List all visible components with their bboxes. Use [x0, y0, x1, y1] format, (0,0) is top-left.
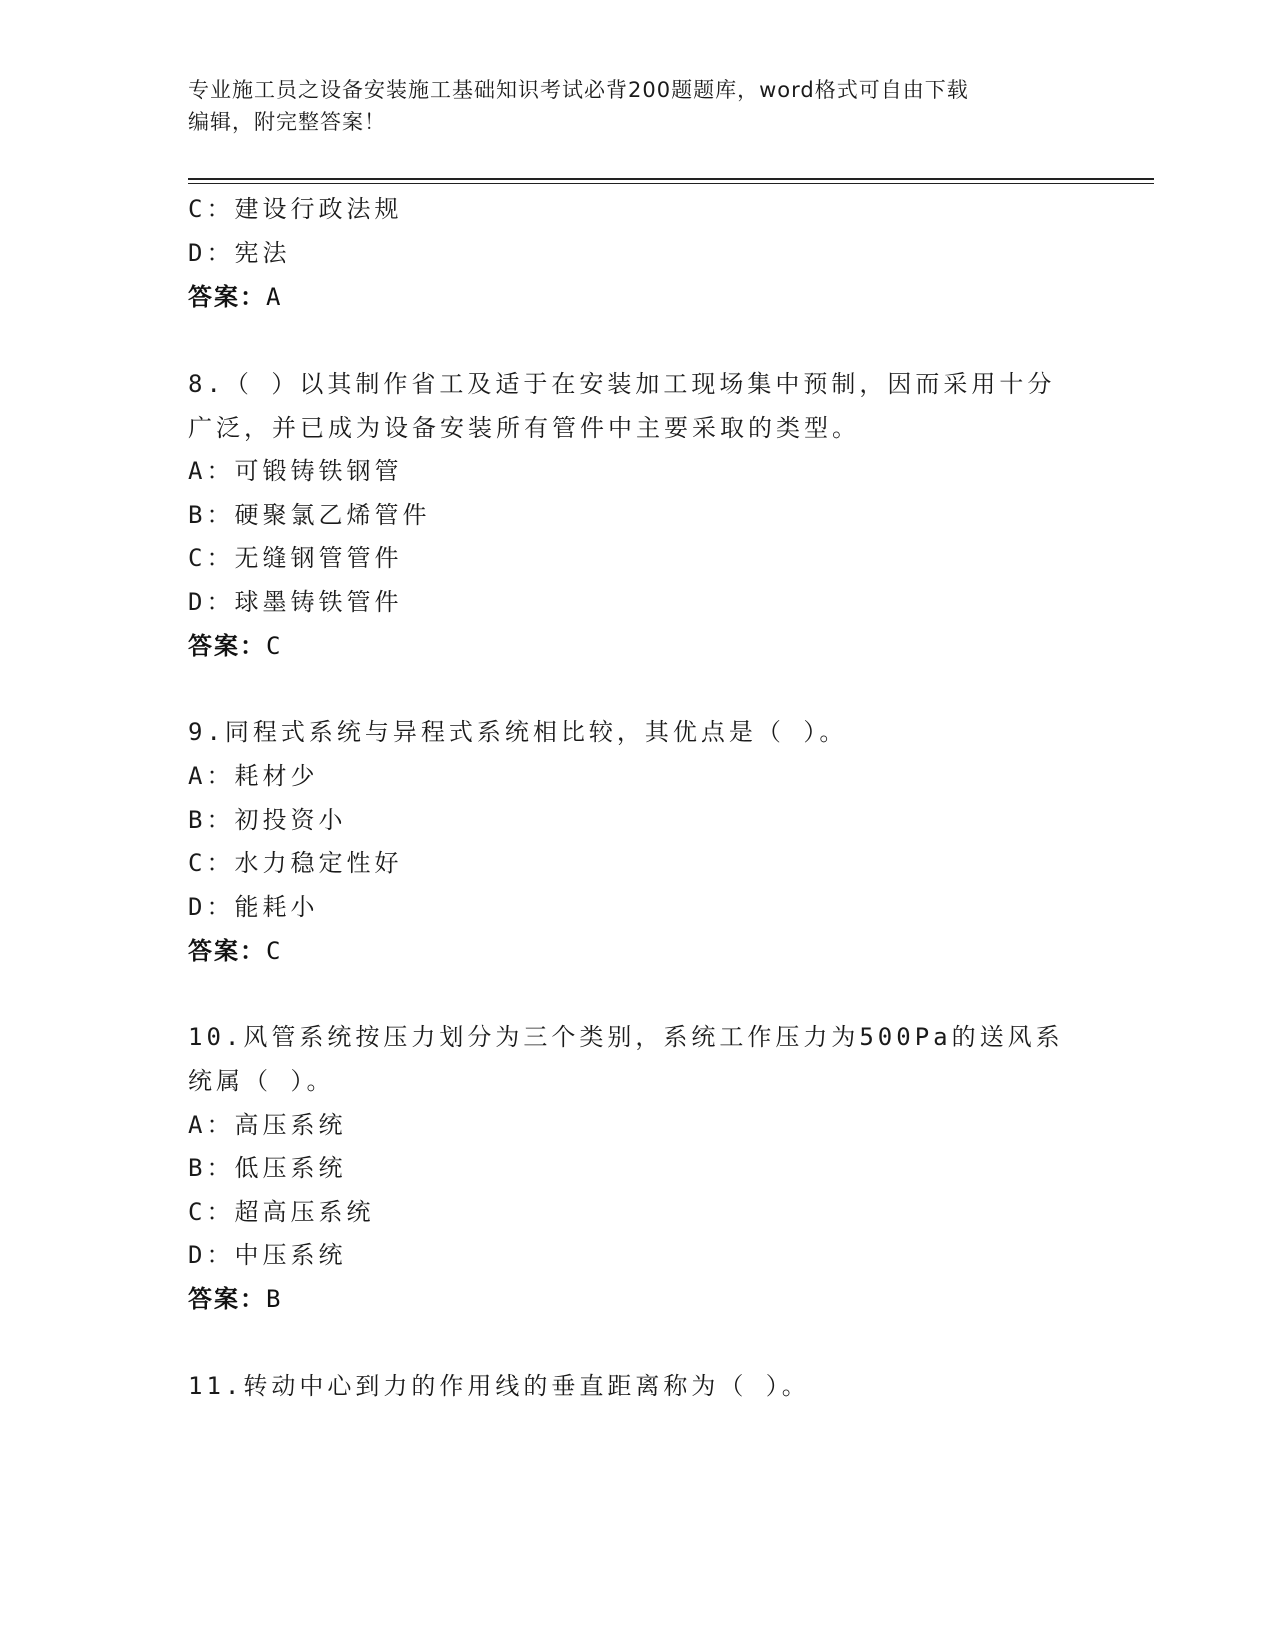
option-a: A：高压系统	[188, 1111, 347, 1139]
option-d: D：能耗小	[188, 893, 319, 921]
answer-line	[188, 631, 282, 661]
header-divider-thin	[188, 183, 1154, 184]
question-stem-line2: 统属（ ）。	[188, 1067, 335, 1095]
answer-line	[188, 282, 282, 312]
answer-value: A	[266, 283, 283, 311]
header-title-line2: 编辑，附完整答案！	[188, 110, 386, 134]
answer-label: 答案：	[188, 937, 266, 965]
option-d: D：中压系统	[188, 1241, 347, 1269]
question-stem-line2: 广泛，并已成为设备安装所有管件中主要采取的类型。	[188, 414, 860, 442]
answer-line	[188, 1284, 282, 1314]
question-stem-line1: 10.风管系统按压力划分为三个类别，系统工作压力为500Pa的送风系	[188, 1023, 1064, 1051]
answer-label: 答案：	[188, 283, 266, 311]
option-c: C：水力稳定性好	[188, 849, 403, 877]
question-stem-line1: 9.同程式系统与异程式系统相比较，其优点是（ ）。	[188, 718, 848, 746]
option-c: C：无缝钢管管件	[188, 544, 403, 572]
answer-value: B	[266, 1285, 283, 1313]
header-title-line1: 专业施工员之设备安装施工基础知识考试必背200题题库，word格式可自由下载	[188, 78, 969, 102]
option-b: B：低压系统	[188, 1154, 347, 1182]
document-header	[188, 74, 1068, 138]
option-b: B：初投资小	[188, 806, 347, 834]
header-divider-thick	[188, 178, 1154, 180]
answer-label: 答案：	[188, 1285, 266, 1313]
question-stem-line1: 11.转动中心到力的作用线的垂直距离称为（ ）。	[188, 1372, 810, 1400]
option-a: A：可锻铸铁钢管	[188, 457, 403, 485]
answer-value: C	[266, 937, 283, 965]
option-c: C：建设行政法规	[188, 195, 403, 223]
option-c: C：超高压系统	[188, 1198, 375, 1226]
question-stem-line1: 8.（ ）以其制作省工及适于在安装加工现场集中预制，因而采用十分	[188, 370, 1056, 398]
answer-line	[188, 936, 282, 966]
option-b: B：硬聚氯乙烯管件	[188, 501, 431, 529]
answer-value: C	[266, 632, 283, 660]
answer-label: 答案：	[188, 632, 266, 660]
option-a: A：耗材少	[188, 762, 319, 790]
option-d: D：球墨铸铁管件	[188, 588, 403, 616]
option-d: D：宪法	[188, 239, 291, 267]
